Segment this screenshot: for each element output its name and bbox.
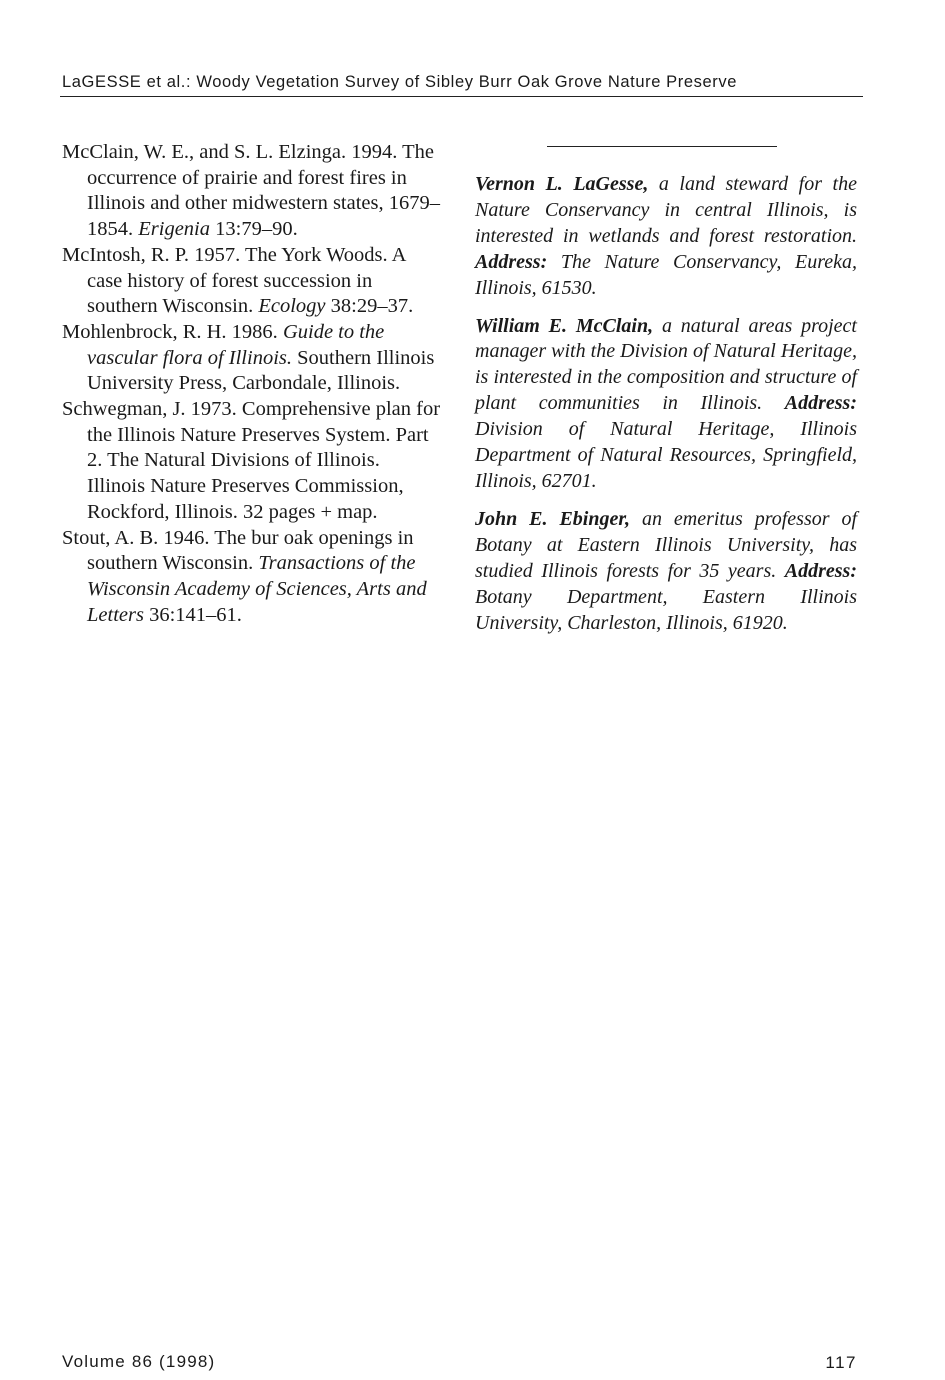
- author-bio: [475, 172, 857, 302]
- reference-entry: [62, 140, 442, 243]
- reference-text: Mohlenbrock, R. H. 1986.: [62, 320, 283, 343]
- reference-citation: 38:29–37.: [325, 295, 414, 318]
- author-name: John E. Ebinger,: [475, 507, 631, 530]
- reference-text: Stout, A. B. 1946. The bur oak openings in southern Wisconsin.: [62, 526, 414, 575]
- author-address: Botany Department, Eastern Illinois University, Charleston, Illinois, 61920.: [475, 585, 857, 634]
- author-bio: [475, 507, 857, 637]
- running-head: LaGESSE et al.: Woody Vegetation Survey of Sibley Burr Oak Grove Nature Preserve: [62, 73, 737, 91]
- volume-footer: Volume 86 (1998): [62, 1352, 216, 1371]
- header-rule: [60, 96, 863, 97]
- reference-citation: 36:141–61.: [143, 603, 242, 626]
- author-address: The Nature Conservancy, Eureka, Illinois, 61530.: [475, 250, 857, 299]
- reference-journal: Transactions of the Wisconsin Academy of Sciences, Arts and Letters: [87, 552, 427, 626]
- reference-text: McIntosh, R. P. 1957. The York Woods. A case history of forest succession in southern Wisconsin.: [62, 243, 406, 318]
- author-description: a land steward for the Nature Conservancy in central Illinois, is interested in wetlands and forest restoration.: [475, 173, 857, 247]
- reference-text: McClain, W. E., and S. L. Elzinga. 1994. The occurrence of prairie and forest fires in Illinois and other midwestern states, 1679–1854.: [62, 141, 440, 241]
- reference-journal: Ecology: [258, 295, 326, 318]
- page-number: 117: [825, 1353, 857, 1372]
- author-description: a natural areas project manager with the Division of Natural Heritage, is interested in the composition and structure of plant communities in Illinois.: [475, 314, 857, 415]
- reference-journal: Guide to the vascular flora of Illinois.: [87, 320, 385, 369]
- address-label: Address:: [784, 559, 857, 582]
- author-bio: [475, 314, 857, 495]
- reference-citation: 13:79–90.: [210, 218, 298, 241]
- author-description: an emeritus professor of Botany at Eastern Illinois University, has studied Illinois forests for 35 years.: [475, 507, 857, 582]
- author-bios-column: [475, 172, 857, 648]
- reference-entry: [62, 526, 442, 629]
- reference-journal: Erigenia: [138, 218, 210, 241]
- reference-entry: [62, 397, 442, 526]
- address-label: Address:: [475, 250, 548, 273]
- author-address: Division of Natural Heritage, Illinois Department of Natural Resources, Springfield, Illinois, 62701.: [475, 418, 857, 492]
- reference-entry: [62, 243, 442, 320]
- author-name: William E. McClain,: [475, 314, 654, 337]
- bio-separator-rule: [547, 146, 777, 147]
- address-label: Address:: [784, 392, 857, 415]
- reference-citation: Southern Illinois University Press, Carbondale, Illinois.: [87, 346, 435, 395]
- reference-text: Schwegman, J. 1973. Comprehensive plan for the Illinois Nature Preserves System. Part 2. The Natural Divisions of Illinois. Illinois Nature Preserves Commission, Rockford, Illinois. 32 pages + map.: [62, 398, 441, 523]
- author-name: Vernon L. LaGesse,: [475, 173, 649, 195]
- references-column: [62, 140, 442, 628]
- reference-entry: [62, 320, 442, 397]
